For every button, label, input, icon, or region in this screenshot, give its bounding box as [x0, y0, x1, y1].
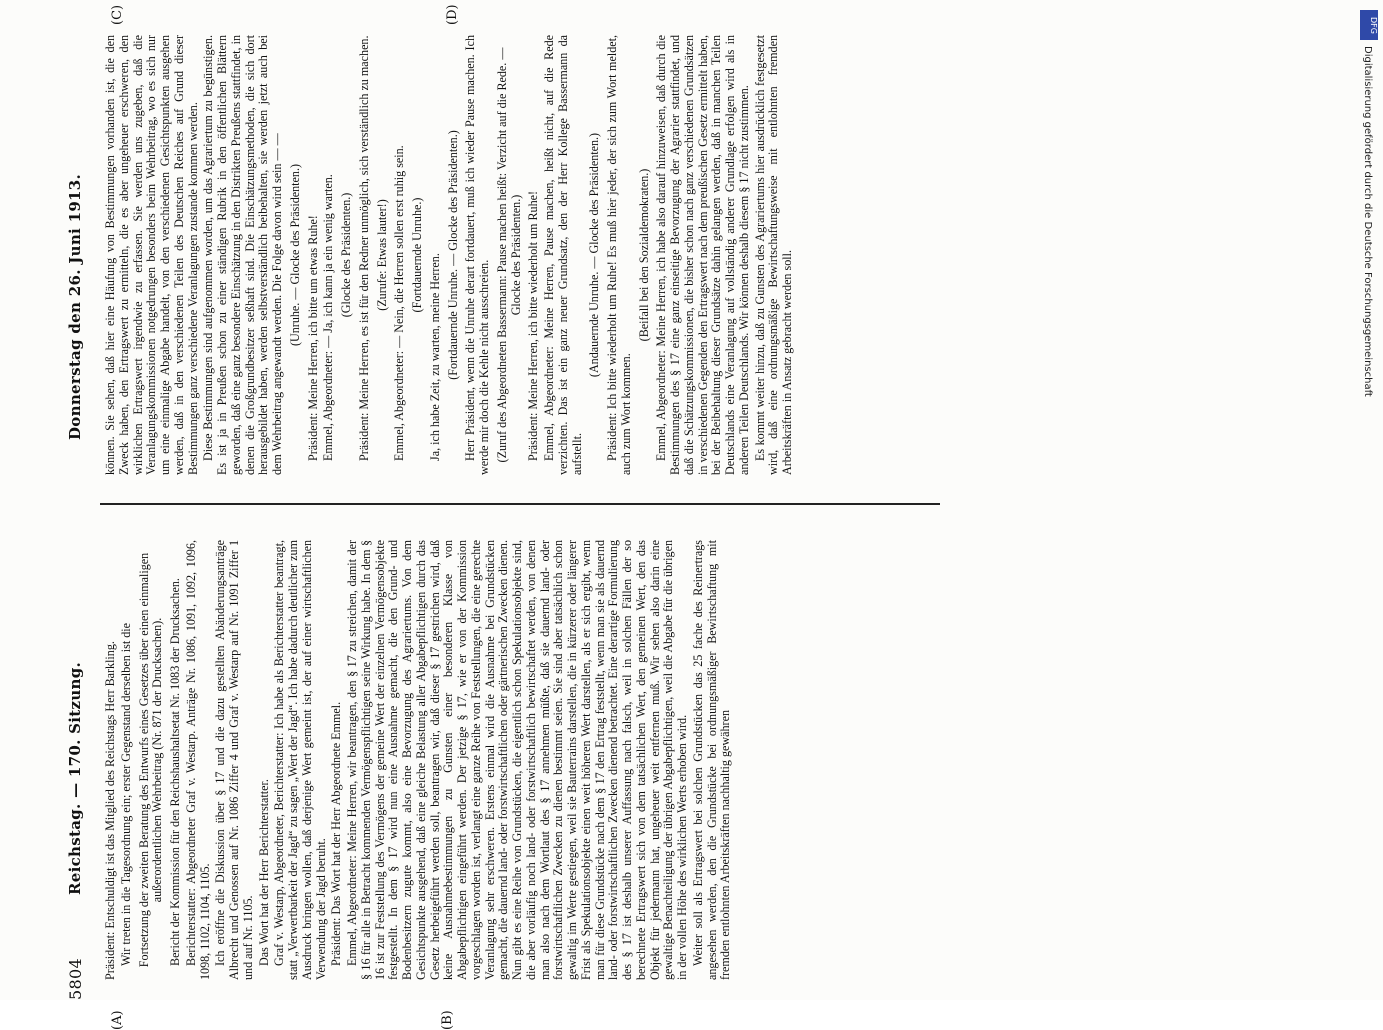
stage-direction: (Glocke des Präsidenten.)	[339, 192, 353, 318]
stage-direction: (Beifall bei den Sozialdemokraten.)	[636, 168, 651, 342]
paragraph: Ich eröffne die Diskussion über § 17 und die dazu gestellten Abänderungsanträge Albrecht und Genossen auf Nr. 1086 Ziffer 4 und Graf v. Westarp auf Nr. 1091 Ziffer 1 und auf Nr. 1105.	[213, 540, 255, 980]
paragraph: Herr Präsident, wenn die Unruhe derart fortdauert, muß ich wieder Pause machen. Ich werde mir doch die Kehle nicht ausschreien.	[463, 35, 491, 475]
paragraph: Graf v. Westarp, Abgeordneter, Berichterstatter: Ich habe als Berichterstatter beantragt, statt „Verwertbarkeit der Jagd“ zu sagen „Wert der Jagd“. Ich habe dadurch deutlicher zum Ausdruck bringen wollen, daß derjenige Wert gemeint ist, der auf einer wirtschaftlichen Verwendung der Jagd beruht.	[272, 540, 328, 980]
agenda-item: Fortsetzung der zweiten Beratung des Entwurfs eines Gesetzes über einen einmaligen außerordentlichen Wehrbeitrag (Nr. 871 der Drucksachen).	[136, 552, 165, 968]
paragraph: Berichterstatter: Abgeordneter Graf v. Westarp. Anträge Nr. 1086, 1091, 1092, 1096, 1098, 1102, 1104, 1105.	[183, 540, 212, 980]
paragraph: Präsident: Meine Herren, ich bitte um etwas Ruhe!	[305, 215, 320, 461]
header-session: Reichstag. — 170. Sitzung.	[66, 661, 84, 895]
paragraph: Emmel, Abgeordneter: — Ja, ich kann ja ein wenig warten.	[321, 174, 336, 461]
paragraph: Bericht der Kommission für den Reichshaushaltsetat Nr. 1083 der Drucksachen.	[168, 578, 182, 966]
paragraph: Weiter soll als Ertragswert bei solchen Grundstücken das 25 fache des Reinertrags angesehen werden, den die Grundstücke bei ordnungsmäßiger Bewirtschaftung mit fremden entlohnten Arbeitskräften nachhaltig gewähren	[690, 540, 733, 980]
paragraph: Diese Bestimmungen sind aufgenommen worden, um das Agrariertum zu begünstigen. Es ist ja in Preußen schon zu einer ständigen Rubrik in den öffentlichen Blättern geworden, daß eine ganz besondere Einschätzung in den Distrikten Preußens stattfindet, in denen die Großgrundbesitzer seßhaft sind. Die Einschätzungsmethoden, die sich dort herausgebildet haben, werden selbstverständlich beibehalten, sie werden jetzt auch bei dem Wehrbeitrag angewandt werden. Die Folge davon wird sein — —	[201, 35, 284, 475]
stage-direction: (Fortdauernde Unruhe. — Glocke des Präsidenten.)	[445, 130, 460, 380]
paragraph: Wir treten in die Tagesordnung ein; erster Gegenstand derselben ist die	[118, 622, 133, 966]
stage-direction: (Zuruf des Abgeordneten Bassermann: Pause machen heißt: Verzicht auf die Rede. — Glocke des Präsidenten.)	[494, 47, 523, 463]
margin-marker-c: (C)	[110, 4, 125, 25]
text-column-left	[104, 540, 735, 980]
paragraph: Emmel, Abgeordneter: — Nein, die Herren sollen erst ruhig sein.	[392, 145, 407, 461]
paragraph: Präsident: Meine Herren, ich bitte wiederholt um Ruhe!	[526, 190, 541, 461]
paragraph: Ja, ich habe Zeit, zu warten, meine Herren.	[427, 253, 442, 461]
column-divider	[100, 503, 940, 505]
stage-direction: (Fortdauernde Unruhe.)	[410, 197, 424, 313]
paragraph: Emmel, Abgeordneter: Meine Herren, Pause machen, heißt nicht, auf die Rede verzichten. Das ist ein ganz neuer Grundsatz, den der Herr Kollege Bassermann da aufstellt.	[542, 35, 584, 475]
paragraph: Emmel, Abgeordneter: Meine Herren, ich habe also darauf hinzuweisen, daß durch die Bestimmungen des § 17 eine ganz einseitige Bevorzugung der Agrarier stattfindet, und daß die Schätzungskommissionen, die bisher schon nach ganz verschiedenen Grundsätzen in verschiedenen Gegenden den Ertragswert nach dem preußischen Gesetz ermittelt haben, bei der Beibehaltung dieser Grundsätze dahin gelangen werden, daß in manchen Teilen Deutschlands eine Veranlagung auf vollständig anderer Grundlage erfolgen wird als in anderen Teilen Deutschlands. Wir können deshalb diesem § 17 nicht zustimmen.	[654, 35, 751, 475]
dfg-logo: DFG	[1360, 10, 1378, 40]
paragraph: Präsident: Meine Herren, es ist für den Redner unmöglich, sich verständlich zu machen.	[356, 35, 371, 461]
margin-marker-d: (D)	[445, 4, 460, 25]
margin-marker-b: (B)	[440, 1010, 455, 1030]
digitization-credit	[1360, 10, 1380, 990]
text-column-right	[104, 35, 797, 475]
paragraph: Das Wort hat der Herr Berichterstatter.	[256, 779, 271, 966]
paragraph: Präsident: Entschuldigt ist das Mitglied des Reichstags Herr Barkling.	[103, 641, 117, 980]
margin-marker-a: (A)	[110, 1010, 125, 1030]
page-header	[60, 10, 100, 1000]
page-number: 5804	[66, 958, 85, 1000]
stage-direction: (Zurufe: Etwas lauter!)	[374, 199, 389, 311]
paragraph: Es kommt weiter hinzu, daß zu Gunsten des Agrariertums hier ausdrücklich festgesetzt wird, daß eine ordnungsmäßige Bewirtschaftungsweise mit entlohnten fremden Arbeitskräften in Ansatz gebracht werden soll.	[752, 35, 794, 475]
stage-direction: (Unruhe. — Glocke des Präsidenten.)	[287, 163, 302, 347]
rotated-page-content	[60, 0, 1330, 1030]
paragraph: Emmel, Abgeordneter: Meine Herren, wir beantragen, den § 17 zu streichen, damit der § 16 für alle in Betracht kommenden Vermögenspflichtigen seine Wirkung habe. In dem § 16 ist zur Feststellung des Vermögens der gemeine Wert der einzelnen Vermögensobjekte festgestellt. In dem § 17 wird nun eine Ausnahme gemacht, die den Grund- und Bodenbesitzern zugute kommt, also eine Bevorzugung des Agrariertums. Von dem Gesichtspunkte ausgehend, daß eine gleiche Belastung aller Abgabepflichtigen durch das Gesetz herbeigeführt werden soll, beantragen wir, daß dieser § 17 gestrichen wird, daß keine Ausnahmebestimmungen zu Gunsten einer besonderen Klasse von Abgabepflichtigen eingeführt werden. Der jetzige § 17, wie er von der Kommission vorgeschlagen worden ist, verlangt eine ganze Reihe von Feststellungen, die eine gerechte Veranlagung sehr erschweren. Erstens einmal wird die Ausnahme bei Grundstücken gemacht, die dauernd land- oder forstwirtschaftlichen oder gärtnerischen Zwecken dienen. Nun gibt es eine Reihe von Grundstücken, die eigentlich schon Spekulationsobjekte sind, die aber vorläufig noch land- oder forstwirtschaftlich bewirtschaftet werden, von denen man also nach dem Wortlaut des § 17 annehmen müßte, daß sie dauernd land- oder forstwirtschaftlichen Zwecken zu dienen bestimmt seien. Sie sind aber tatsächlich schon gewaltig im Werte gestiegen, weil sie Bauterrains darstellen, die in kürzerer oder längerer Frist als Spekulationsobjekte einen weit höheren Wert darstellen, als er sich ergibt, wenn man für diese Grundstücke nach dem § 17 den Ertrag feststellt, wenn man sie als dauernd land- oder forstwirtschaftlichen Zwecken dienend betrachtet. Eine derartige Formulierung des § 17 ist deshalb unserer Auffassung nach falsch, weil in solchen Fällen der so berechnete Ertragswert sich von dem tatsächlichen Wert, den gemeinen Wert, den das Objekt für jedermann hat, ungeheuer weit entfernen muß. Wir sehen also darin eine gewaltige Benachteiligung der übrigen Abgabepflichtigen, weil die Abgabe für die übrigen in der vollen Höhe des wirklichen Werts erhoben wird.	[345, 540, 689, 980]
header-date: Donnerstag den 26. Juni 1913.	[66, 173, 84, 440]
credit-text: Digitalisierung gefördert durch die Deutsche Forschungsgemeinschaft	[1362, 46, 1373, 397]
paragraph: Präsident: Das Wort hat der Herr Abgeordnete Emmel.	[329, 701, 344, 966]
stage-direction: (Andauernde Unruhe. — Glocke des Präsidenten.)	[587, 132, 602, 378]
paragraph: Präsident: Ich bitte wiederholt um Ruhe! Es muß hier jeder, der sich zum Wort meldet, auch zum Wort kommen.	[605, 35, 633, 475]
paragraph: können. Sie sehen, daß hier eine Häufung von Bestimmungen vorhanden ist, die den Zweck haben, den Ertragswert zu ermitteln, die es aber ungeheuer erschweren, den wirklichen Ertragswert irgendwie zu erfassen. Sie werden uns zugeben, daß die Veranlagungskommissionen notgedrungen besonders beim Wehrbeitrag, wo es sich nur um eine einmalige Abgabe handelt, von den verschiedenen Gesichtspunkten ausgehen werden, daß in den verschiedenen Teilen des Deutschen Reiches auf Grund dieser Bestimmungen ganz verschiedene Veranlagungen zustande kommen werden.	[103, 35, 200, 475]
